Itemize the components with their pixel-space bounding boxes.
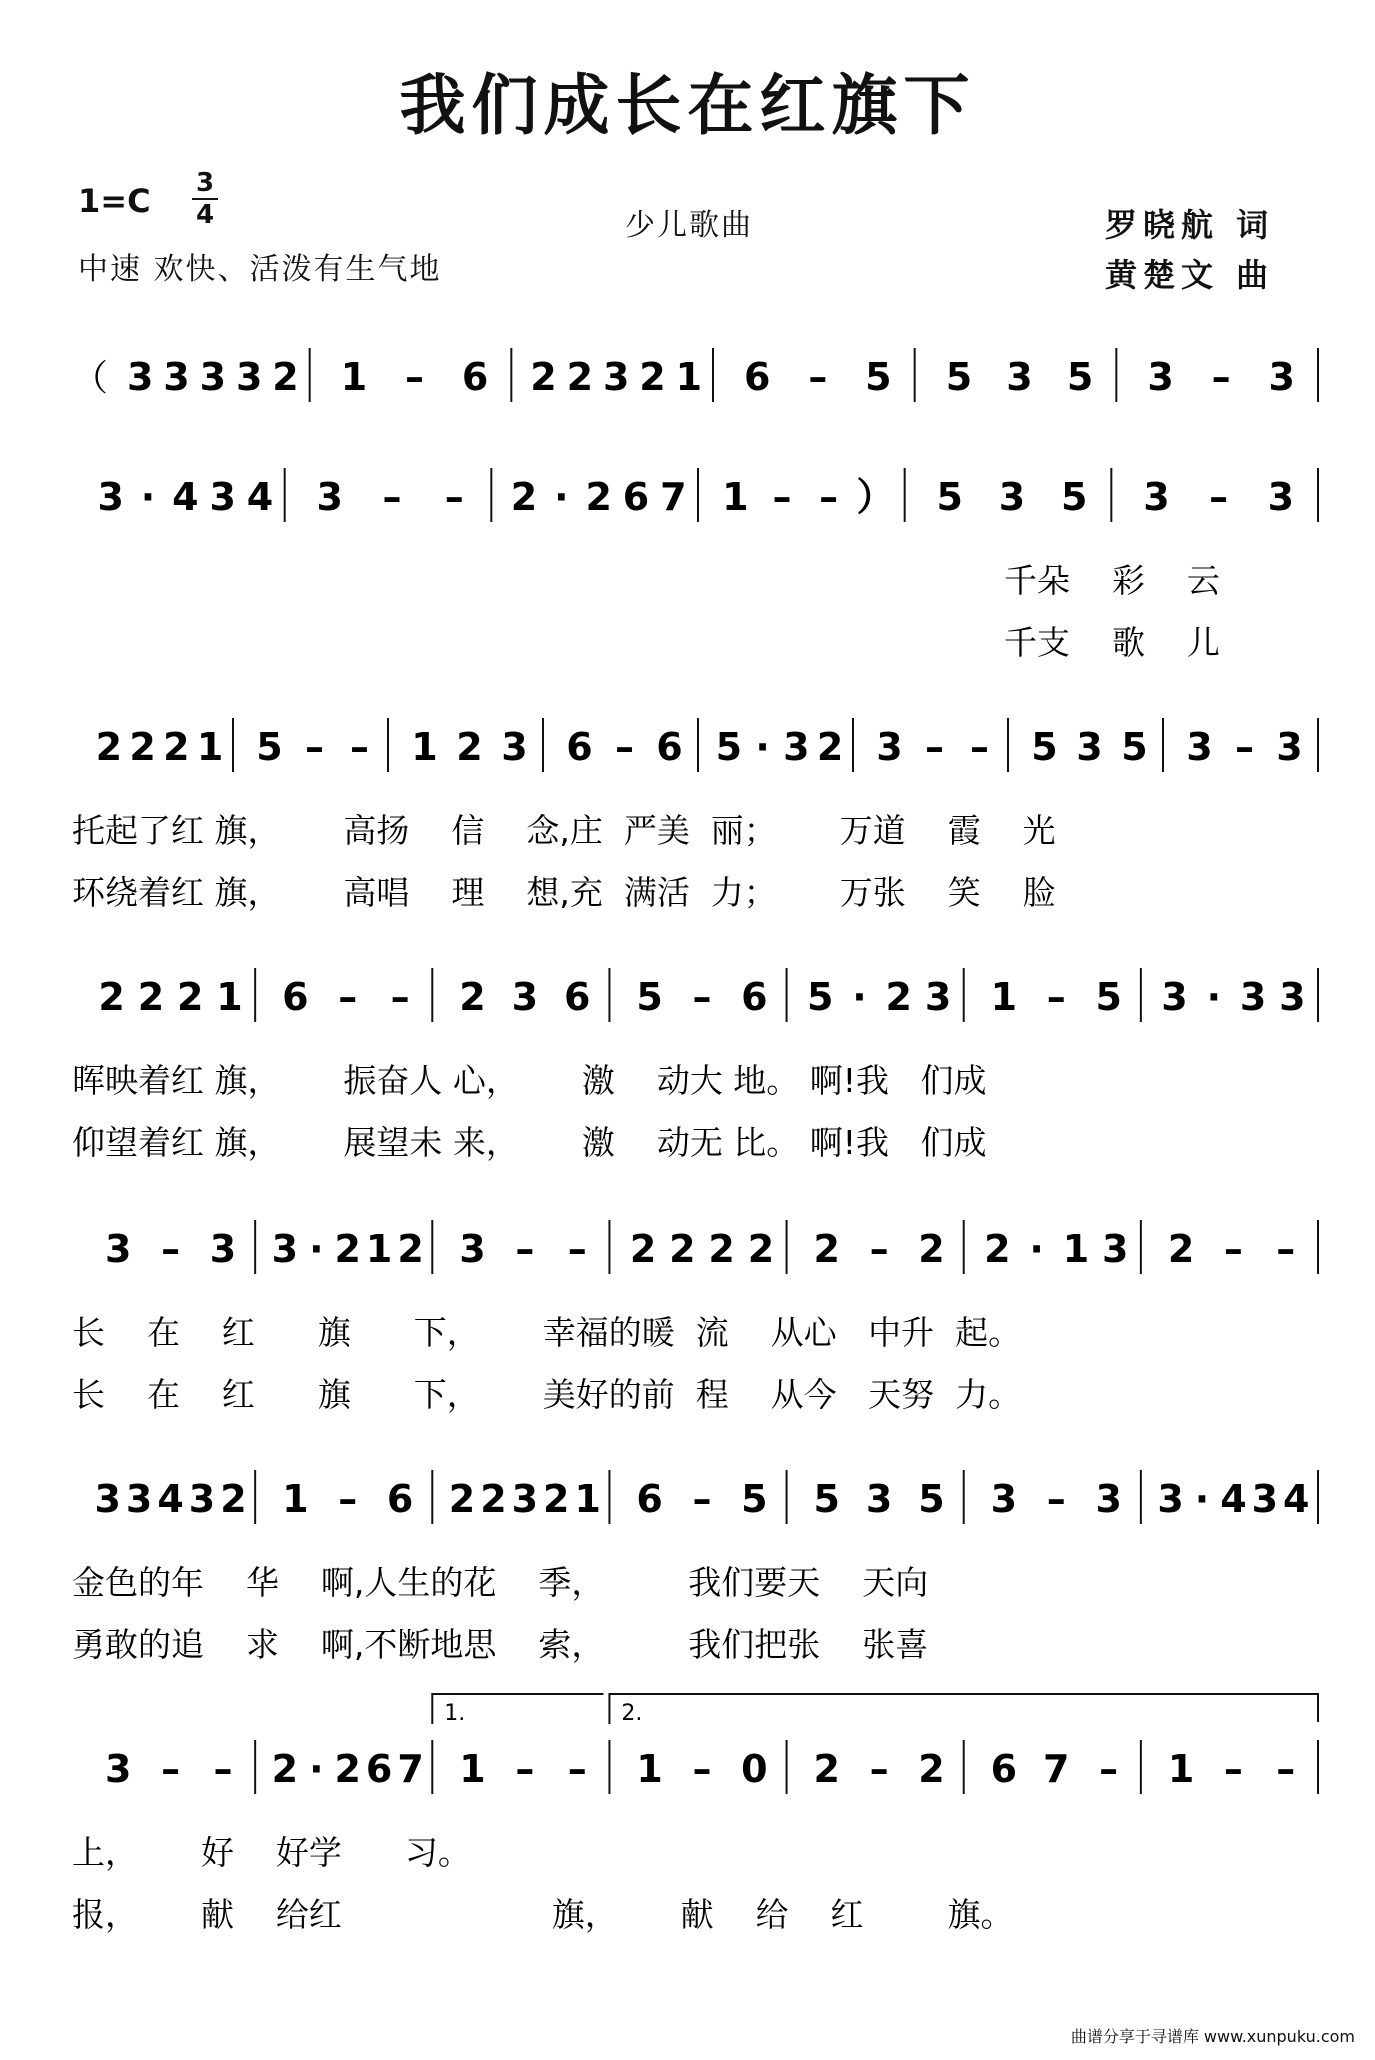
- note: 2: [747, 1227, 775, 1271]
- tempo-marking: 中速 欢快、活泼有生气地: [78, 252, 442, 287]
- note: 3: [1006, 355, 1033, 399]
- note: 1: [365, 1227, 393, 1271]
- note: ·: [309, 1747, 324, 1791]
- note: –: [161, 1747, 181, 1791]
- note: –: [567, 1747, 587, 1791]
- note: 5: [1095, 975, 1122, 1019]
- note: –: [869, 1747, 889, 1791]
- note: 7: [397, 1747, 424, 1791]
- note: –: [1276, 1227, 1296, 1271]
- note: 2: [543, 1477, 570, 1521]
- volta-bracket-2: [609, 1694, 1318, 1724]
- note: 2: [708, 1227, 735, 1271]
- note: 4: [172, 475, 199, 519]
- note: ·: [1194, 1477, 1210, 1521]
- lyricist-credit: 罗晓航 词: [1105, 206, 1275, 244]
- note: 5: [741, 1477, 768, 1521]
- note: 5: [1121, 725, 1148, 769]
- lyric-line: 长 在 红 旗 下， 幸福的暖 流 从心 中升 起。: [72, 1313, 1022, 1352]
- note: –: [338, 975, 358, 1019]
- note: –: [1099, 1747, 1119, 1791]
- note: 6: [990, 1747, 1018, 1791]
- note: 3: [1279, 975, 1306, 1019]
- note: 2: [334, 1747, 361, 1791]
- note: 3: [1186, 725, 1213, 769]
- note: 2: [129, 725, 156, 769]
- note: 6: [566, 725, 593, 769]
- note: 1: [282, 1477, 309, 1521]
- note: 2: [397, 1227, 424, 1271]
- lyric-line: 仰望着红 旗， 展望未 来， 激 动无 比。 啊!我 们成: [72, 1123, 987, 1162]
- note: 2: [220, 1477, 247, 1521]
- note: 6: [564, 975, 591, 1019]
- lyric-line: 千朵 彩 云: [1004, 561, 1220, 600]
- note: 2: [334, 1227, 361, 1271]
- note: 6: [636, 1477, 663, 1521]
- note: 3: [1276, 725, 1303, 769]
- note: –: [692, 1477, 712, 1521]
- note: 3: [209, 475, 236, 519]
- note: –: [1223, 1747, 1243, 1791]
- note: 3: [1157, 1477, 1184, 1521]
- note: 3: [865, 1477, 893, 1521]
- note: 3: [511, 1477, 539, 1521]
- note: 6: [744, 355, 771, 399]
- note: 5: [865, 355, 892, 399]
- note: 6: [656, 725, 683, 769]
- note: 2: [459, 975, 486, 1019]
- time-signature-top: 3: [195, 168, 215, 198]
- note: –: [692, 975, 712, 1019]
- note: 3: [104, 1747, 132, 1791]
- open-paren: （: [72, 358, 109, 399]
- note: 3: [1161, 975, 1188, 1019]
- note: 2: [456, 725, 483, 769]
- volta-label-2: 2.: [621, 1701, 643, 1726]
- note: 2: [510, 475, 538, 519]
- note: –: [444, 475, 464, 519]
- note: 3: [1267, 475, 1295, 519]
- note: –: [515, 1227, 535, 1271]
- note: –: [869, 1227, 889, 1271]
- note: –: [808, 355, 828, 399]
- note: 2: [271, 1747, 299, 1791]
- note: ·: [309, 1227, 324, 1271]
- note: 5: [813, 1477, 840, 1521]
- note: 2: [272, 355, 299, 399]
- note: 3: [1095, 1477, 1122, 1521]
- note: –: [567, 1227, 587, 1271]
- note: 1: [1062, 1227, 1090, 1271]
- lyric-line: 托起了红 旗， 高扬 信 念,庄 严美 丽； 万道 霞 光: [72, 811, 1056, 850]
- note: 2: [629, 1227, 657, 1271]
- note: –: [161, 1227, 181, 1271]
- note: 3: [1143, 475, 1170, 519]
- note: 1: [675, 355, 703, 399]
- note: 2: [918, 1747, 945, 1791]
- genre-label: 少儿歌曲: [625, 208, 753, 243]
- note: 4: [1283, 1477, 1310, 1521]
- note: –: [350, 725, 369, 769]
- note: 1: [459, 1747, 486, 1791]
- key-signature: 1=C: [78, 182, 151, 220]
- note: 3: [459, 1227, 486, 1271]
- note: 5: [1031, 725, 1058, 769]
- note: 3: [94, 1477, 121, 1521]
- lyric-line: 勇敢的追 求 啊,不断地思 索， 我们把张 张喜: [72, 1625, 929, 1664]
- note: 5: [945, 355, 973, 399]
- note: ·: [554, 475, 569, 519]
- composer-credit: 黄楚文 曲: [1105, 256, 1275, 294]
- note: 2: [885, 975, 913, 1019]
- note: 3: [1251, 1477, 1279, 1521]
- note: –: [1223, 1227, 1243, 1271]
- note: 3: [235, 355, 263, 399]
- note: 3: [316, 475, 344, 519]
- note: 2: [95, 725, 123, 769]
- note: 1: [196, 725, 224, 769]
- note: 2: [98, 975, 125, 1019]
- note: 2: [984, 1227, 1011, 1271]
- note: 5: [918, 1477, 945, 1521]
- note: 5: [636, 975, 663, 1019]
- note: –: [819, 475, 839, 519]
- song-title: 我们成长在红旗下: [399, 67, 976, 144]
- note: ·: [755, 725, 770, 769]
- note: 0: [741, 1747, 768, 1791]
- lyric-line: 金色的年 华 啊,人生的花 季， 我们要天 天向: [72, 1563, 929, 1602]
- note: 3: [990, 1477, 1018, 1521]
- note: 1: [411, 725, 438, 769]
- lyric-line: 上， 好 好学 习。: [72, 1833, 471, 1872]
- note: 5: [936, 475, 964, 519]
- note: 1: [636, 1747, 663, 1791]
- note: 2: [669, 1227, 696, 1271]
- note: 3: [998, 475, 1026, 519]
- footer-source: 曲谱分享于寻谱库 www.xunpuku.com: [1070, 2027, 1355, 2046]
- note: 7: [1043, 1747, 1070, 1791]
- note: 2: [480, 1477, 507, 1521]
- note: –: [515, 1747, 535, 1791]
- note: –: [1235, 725, 1254, 769]
- note: 6: [461, 355, 489, 399]
- note: –: [382, 475, 402, 519]
- note: 3: [188, 1477, 216, 1521]
- note: 3: [126, 355, 154, 399]
- lyric-line: 报， 献 给红 旗， 献 给 红 旗。: [72, 1895, 1014, 1934]
- note: ·: [140, 475, 156, 519]
- note: –: [615, 725, 634, 769]
- note: 3: [199, 355, 227, 399]
- note: –: [970, 725, 989, 769]
- note: 2: [163, 725, 190, 769]
- volta-label-1: 1.: [444, 1701, 466, 1726]
- note: 2: [566, 355, 594, 399]
- note: 2: [639, 355, 666, 399]
- note: 3: [501, 725, 528, 769]
- note: 5: [715, 725, 743, 769]
- note: 4: [1220, 1477, 1247, 1521]
- note: –: [1276, 1747, 1296, 1791]
- note: 6: [741, 975, 768, 1019]
- note: 2: [918, 1227, 945, 1271]
- note: –: [338, 1477, 358, 1521]
- note: 1: [216, 975, 243, 1019]
- lyric-line: 千支 歌 儿: [1004, 623, 1220, 662]
- note: 6: [386, 1477, 414, 1521]
- note: 6: [622, 475, 650, 519]
- note: ·: [852, 975, 867, 1019]
- time-signature-bottom: 4: [195, 200, 215, 230]
- note: 1: [574, 1477, 601, 1521]
- note: 3: [125, 1477, 153, 1521]
- note: 1: [1167, 1747, 1195, 1791]
- note: –: [1211, 355, 1231, 399]
- note: 2: [176, 975, 204, 1019]
- note: 3: [1239, 975, 1267, 1019]
- note: 4: [246, 475, 274, 519]
- note: 5: [256, 725, 283, 769]
- note: 5: [1060, 475, 1088, 519]
- note: 3: [1147, 355, 1174, 399]
- note: 3: [97, 475, 124, 519]
- note: –: [213, 1747, 233, 1791]
- note: 3: [1268, 355, 1295, 399]
- note: 3: [271, 1227, 299, 1271]
- note: ·: [1029, 1227, 1044, 1271]
- note: 6: [282, 975, 309, 1019]
- note: 2: [448, 1477, 476, 1521]
- note: –: [405, 355, 424, 399]
- note: –: [1046, 975, 1066, 1019]
- note: 2: [530, 355, 557, 399]
- note: –: [692, 1747, 712, 1791]
- note: 3: [104, 1227, 132, 1271]
- note: 2: [137, 975, 165, 1019]
- note: 3: [163, 355, 190, 399]
- note: 3: [876, 725, 903, 769]
- note: ·: [1206, 975, 1222, 1019]
- note: 3: [209, 1227, 237, 1271]
- note: 1: [990, 975, 1018, 1019]
- note: 1: [340, 355, 368, 399]
- note: 3: [1076, 725, 1103, 769]
- note: –: [390, 975, 410, 1019]
- note: ）: [856, 475, 895, 519]
- lyric-line: 长 在 红 旗 下， 美好的前 程 从今 天努 力。: [72, 1375, 1022, 1414]
- note: 7: [660, 475, 687, 519]
- note: 3: [602, 355, 630, 399]
- note: 4: [157, 1477, 184, 1521]
- note: –: [1209, 475, 1229, 519]
- note: 2: [813, 1747, 840, 1791]
- lyric-line: 晖映着红 旗， 振奋人 心， 激 动大 地。 啊!我 们成: [72, 1061, 987, 1100]
- note: 1: [722, 475, 749, 519]
- note: –: [772, 475, 792, 519]
- note: 2: [816, 725, 844, 769]
- note: 2: [1167, 1227, 1195, 1271]
- note: –: [1046, 1477, 1066, 1521]
- note: 5: [806, 975, 834, 1019]
- note: 5: [1066, 355, 1094, 399]
- note: –: [925, 725, 944, 769]
- note: 2: [813, 1227, 840, 1271]
- note: 3: [783, 725, 810, 769]
- note: 3: [1101, 1227, 1129, 1271]
- note: 2: [585, 475, 612, 519]
- lyric-line: 环绕着红 旗， 高唱 理 想,充 满活 力； 万张 笑 脸: [72, 873, 1056, 912]
- note: 3: [511, 975, 539, 1019]
- note: –: [305, 725, 324, 769]
- note: 6: [365, 1747, 393, 1791]
- note: 3: [924, 975, 952, 1019]
